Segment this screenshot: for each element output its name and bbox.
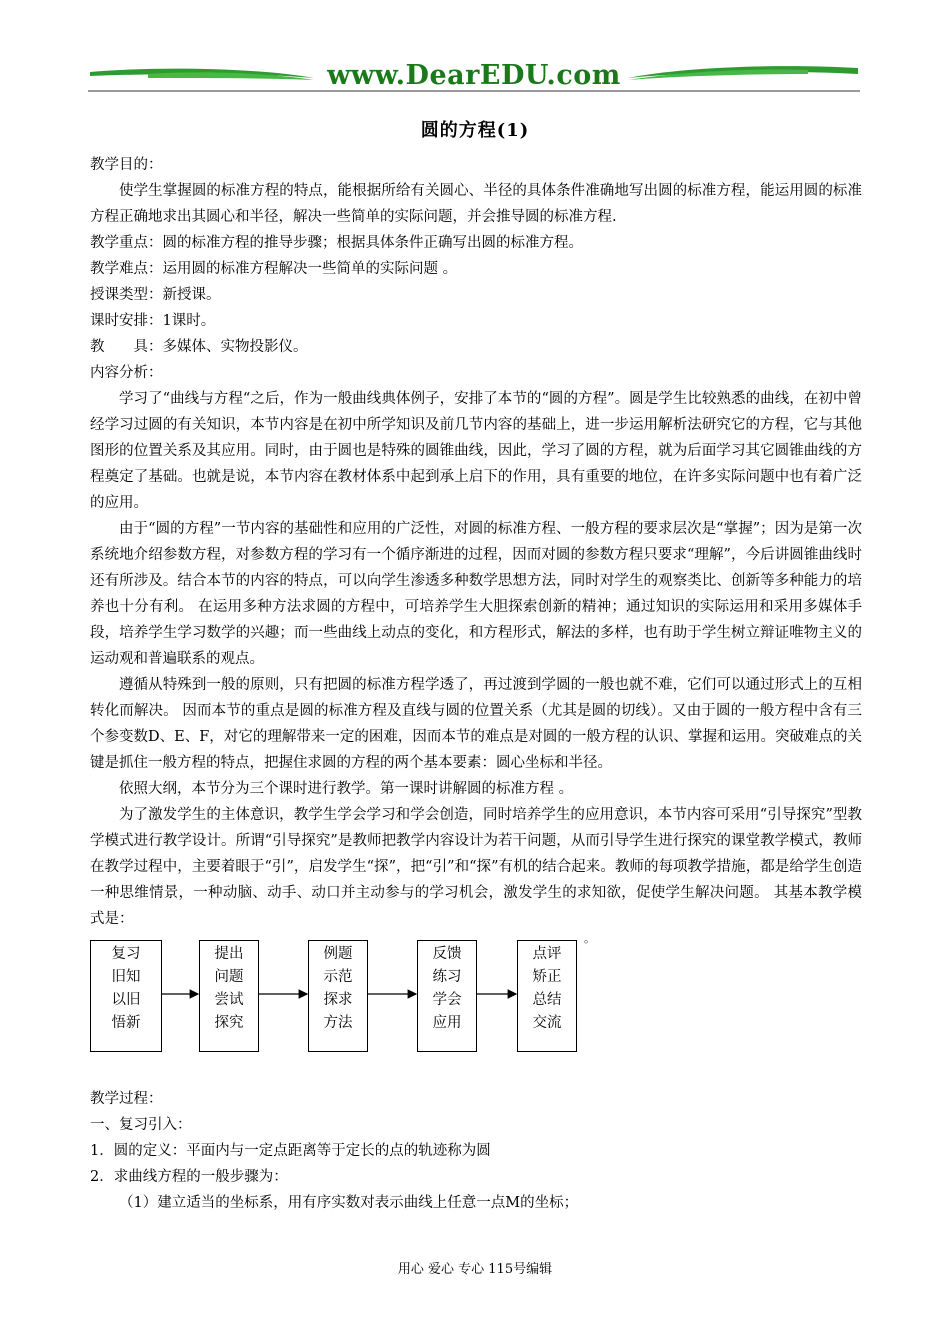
document-title: 圆的方程(1) (420, 120, 530, 141)
process-paragraph-3: 1．圆的定义：平面内与一定点距离等于定长的点的轨迹称为圆 (90, 1143, 491, 1159)
paragraph-9: 学习了“曲线与方程“之后，作为一般曲线典体例子，安排了本节的“圆的方程”。圆是学生比较熟悉的曲线，在初中曾经学习过圆的有关知识，本节内容是在初中所学知识及前几节内容的基础上，进一步运用解析法研究它的方程，它与其他图形的位置关系及其应用。同时，由于圆也是特殊的圆锥曲线，因此，学习了圆的方程，就为后面学习其它圆锥曲线的方程奠定了基础。也就是说，本节内容在教材体系中起到承上启下的作用，具有重要的地位，在许多实际问题中也有着广泛的应用。 (90, 391, 862, 511)
flow-trailing-dot: 。 (584, 932, 595, 945)
paragraph-1: 教学目的： (90, 157, 163, 173)
flow-box-4-line-2: 练习 (432, 969, 462, 985)
process-paragraph-2: 一、复习引入： (90, 1117, 192, 1133)
paragraph-13: 为了激发学生的主体意识，教学生学会学习和学会创造，同时培养学生的应用意识，本节内容可采用“引导探究”型教学模式进行教学设计。所谓“引导探究”是教师把教学内容设计为若干问题，从而引导学生进行探究的课堂教学模式，教师在教学过程中，主要着眼于“引”，启发学生“探”，把“引”和“探”有机的结合起来。教师的每项教学措施，都是给学生创造一种思维情景，一种动脑、动手、动口并主动参与的学习机会，激发学生的求知欲，促使学生解决问题。 其基本教学模式是： (90, 807, 862, 927)
document-body (90, 152, 862, 1216)
site-url-logo-text: www.DearEDU.com (327, 60, 621, 91)
flow-box-5-line-4: 交流 (532, 1015, 562, 1031)
flow-box-3-line-1: 例题 (323, 946, 353, 962)
paragraphs-after-flowchart (90, 1086, 862, 1216)
flow-box-4-line-1: 反馈 (432, 946, 462, 962)
flow-box-1-line-4: 悟新 (111, 1015, 141, 1031)
flow-box-3-line-4: 方法 (323, 1015, 353, 1031)
flow-box-2-line-1: 提出 (214, 946, 244, 962)
paragraph-5: 授课类型：新授课。 (90, 287, 221, 303)
paragraph-4: 教学难点：运用圆的标准方程解决一些简单的实际问题 。 (90, 261, 458, 277)
flow-box-2-line-2: 问题 (214, 969, 244, 985)
process-paragraph-1: 教学过程： (90, 1091, 163, 1107)
paragraphs-before-flowchart (90, 152, 862, 932)
page-footer: 用心 爱心 专心 115号编辑 (397, 1262, 553, 1277)
paragraph-7: 教 具：多媒体、实物投影仪。 (90, 339, 308, 355)
flow-box-1-line-3: 以旧 (111, 992, 141, 1008)
flow-box-5-line-3: 总结 (532, 992, 562, 1008)
flow-box-4-line-3: 学会 (432, 992, 462, 1008)
flow-box-5-line-2: 矫正 (532, 969, 562, 985)
flow-box-3-line-3: 探求 (323, 992, 353, 1008)
flow-box-1-line-2: 旧知 (111, 969, 141, 985)
paragraph-2: 使学生掌握圆的标准方程的特点，能根据所给有关圆心、半径的具体条件准确地写出圆的标准方程，能运用圆的标准方程正确地求出其圆心和半径，解决一些简单的实际问题，并会推导圆的标准方程. (90, 183, 862, 225)
flow-box-1-line-1: 复习 (111, 946, 141, 962)
flow-box-5-line-1: 点评 (532, 946, 562, 962)
flow-arrows (90, 936, 862, 1086)
flow-box-4-line-4: 应用 (432, 1015, 462, 1031)
process-paragraph-4: 2．求曲线方程的一般步骤为： (90, 1169, 288, 1185)
teaching-model-flowchart (90, 932, 862, 1086)
flow-box-3-line-2: 示范 (323, 969, 353, 985)
process-paragraph-5: （1）建立适当的坐标系，用有序实数对表示曲线上任意一点M的坐标； (119, 1195, 579, 1211)
paragraph-10: 由于“圆的方程”一节内容的基础性和应用的广泛性，对圆的标准方程、一般方程的要求层次是“掌握”；因为是第一次系统地介绍参数方程，对参数方程的学习有一个循序渐进的过程，因而对圆的参数方程只要求“理解”，今后讲圆锥曲线时还有所涉及。结合本节的内容的特点，可以向学生渗透多种数学思想方法，同时对学生的观察类比、创新等多种能力的培养也十分有利。 在运用多种方法求圆的方程中，可培养学生大胆探索创新的精神；通过知识的实际运用和采用多媒体手段，培养学生学习数学的兴趣；而一些曲线上动点的变化，和方程形式，解法的多样，也有助于学生树立辩证唯物主义的运动观和普遍联系的观点。 (90, 521, 862, 667)
flow-box-2-line-4: 探究 (214, 1015, 244, 1031)
paragraph-3: 教学重点：圆的标准方程的推导步骤；根据具体条件正确写出圆的标准方程。 (90, 235, 583, 251)
flow-box-2-line-3: 尝试 (214, 992, 244, 1008)
paragraph-11: 遵循从特殊到一般的原则，只有把圆的标准方程学透了，再过渡到学圆的一般也就不难，它们可以通过形式上的互相转化而解决。 因而本节的重点是圆的标准方程及直线与圆的位置关系（尤其是圆的切线）。又由于圆的一般方程中含有三个参变数D、E、F，对它的理解带来一定的困难，因而本节的难点是对圆的一般方程的认识、掌握和运用。突破难点的关键是抓住一般方程的特点，把握住求圆的方程的两个基本要素：圆心坐标和半径。 (90, 677, 862, 771)
site-header-banner (88, 58, 860, 98)
paragraph-8: 内容分析： (90, 365, 163, 381)
paragraph-6: 课时安排：1课时。 (90, 313, 216, 329)
paragraph-12: 依照大纲，本节分为三个课时进行教学。第一课时讲解圆的标准方程 。 (119, 781, 574, 797)
